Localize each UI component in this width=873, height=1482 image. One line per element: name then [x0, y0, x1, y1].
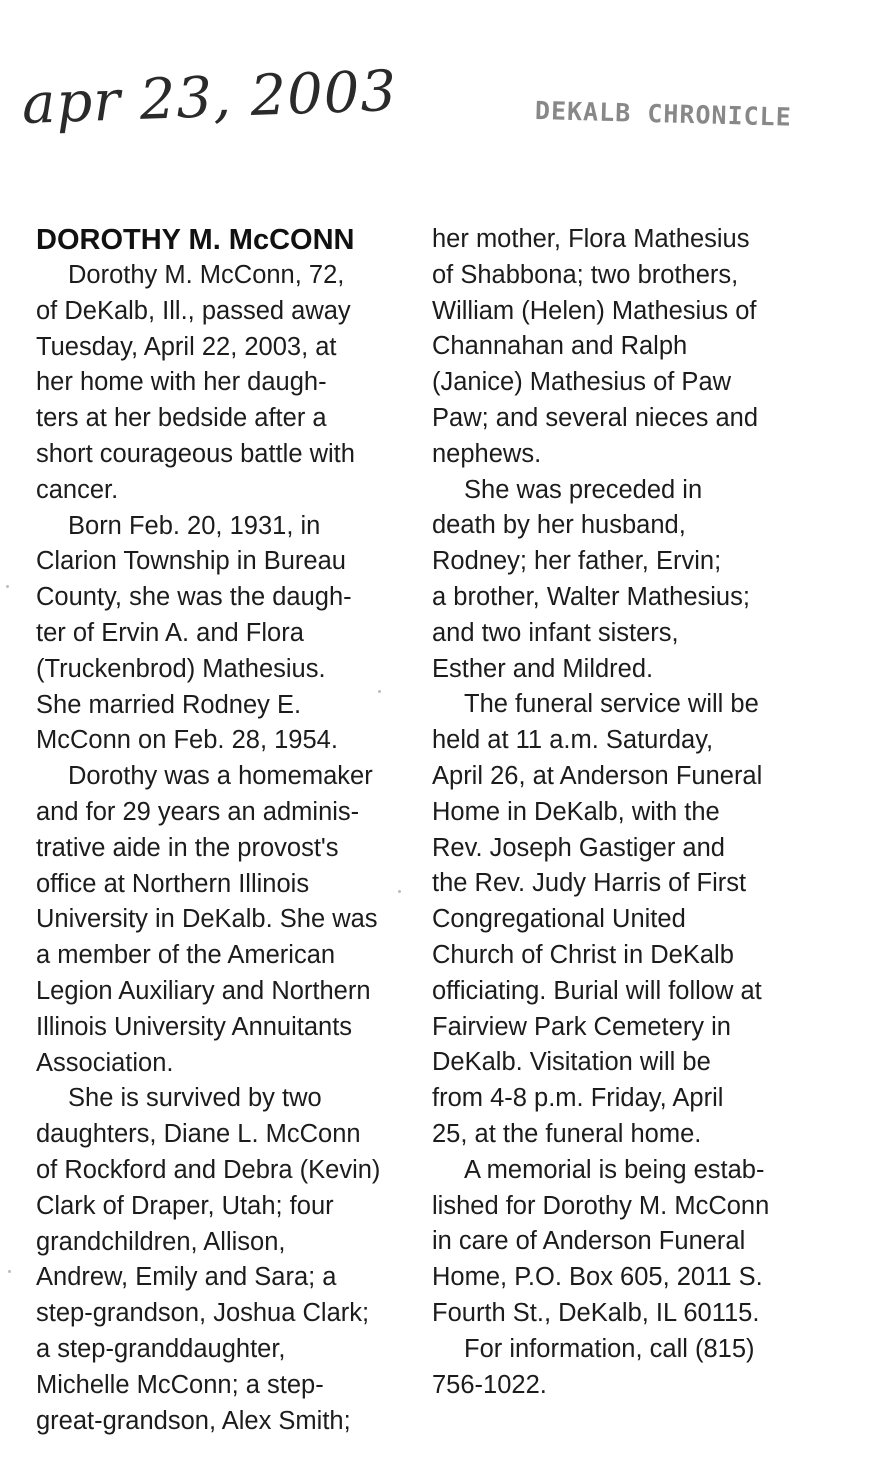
- obituary-text-line: Michelle McConn; a step-: [36, 1370, 324, 1399]
- obituary-text-line: grandchildren, Allison,: [36, 1227, 286, 1256]
- obituary-text-line: Andrew, Emily and Sara; a: [36, 1263, 337, 1292]
- obituary-text-line: For information, call (815): [464, 1334, 755, 1363]
- obituary-text-line: She was preceded in: [464, 475, 703, 504]
- obituary-text-line: Channahan and Ralph: [432, 332, 688, 361]
- obituary-text-line: Paw; and several nieces and: [432, 403, 759, 432]
- obituary-text-line: step-grandson, Joshua Clark;: [36, 1299, 370, 1328]
- obituary-text-line: of Shabbona; two brothers,: [432, 260, 739, 289]
- obituary-text-line: trative aide in the provost's: [36, 833, 339, 862]
- obituary-text-line: Church of Christ in DeKalb: [432, 940, 734, 969]
- obituary-text-line: William (Helen) Mathesius of: [432, 296, 757, 325]
- obituary-text-line: DeKalb. Visitation will be: [432, 1048, 711, 1077]
- obituary-text-line: Illinois University Annuitants: [36, 1012, 353, 1041]
- obituary-text-line: Association.: [36, 1048, 174, 1077]
- obituary-text-line: ters at her bedside after a: [36, 404, 327, 433]
- obituary-text-line: a step-granddaughter,: [36, 1334, 286, 1363]
- obituary-text-line: Esther and Mildred.: [432, 654, 654, 683]
- handwritten-date: apr 23, 2003: [20, 58, 399, 137]
- obituary-text-line: County, she was the daugh-: [36, 583, 352, 612]
- obituary-text-line: the Rev. Judy Harris of First: [432, 869, 747, 898]
- obituary-text-line: Dorothy M. McConn, 72,: [68, 261, 345, 289]
- obituary-text-line: (Truckenbrod) Mathesius.: [36, 654, 326, 683]
- obituary-text-line: her home with her daugh-: [36, 368, 327, 397]
- scan-speck: [6, 585, 9, 588]
- obituary-text-line: Fairview Park Cemetery in: [432, 1012, 731, 1041]
- obituary-text-line: She married Rodney E.: [36, 690, 302, 719]
- obituary-text-line: Home, P.O. Box 605, 2011 S.: [432, 1263, 763, 1292]
- obituary-text-line: officiating. Burial will follow at: [432, 976, 762, 1005]
- obituary-text-line: 25, at the funeral home.: [432, 1119, 702, 1148]
- obituary-text-line: Tuesday, April 22, 2003, at: [36, 332, 337, 361]
- obituary-text-line: of DeKalb, Ill., passed away: [36, 296, 351, 325]
- obituary-text-line: (Janice) Mathesius of Paw: [432, 368, 732, 397]
- obituary-text-line: ter of Ervin A. and Flora: [36, 618, 304, 647]
- obituary-text-line: She is survived by two: [68, 1084, 322, 1113]
- obituary-text-line: Home in DeKalb, with the: [432, 797, 720, 826]
- obituary-text-line: in care of Anderson Funeral: [432, 1227, 746, 1256]
- obituary-text-line: from 4-8 p.m. Friday, April: [432, 1084, 724, 1113]
- obituary-text-line: 756-1022.: [432, 1370, 547, 1399]
- right-column-text: [432, 222, 804, 1403]
- obituary-text-line: a brother, Walter Mathesius;: [432, 582, 750, 611]
- scan-speck: [378, 690, 381, 693]
- obituary-text-line: cancer.: [36, 475, 119, 504]
- obituary-text-line: Clarion Township in Bureau: [36, 547, 346, 576]
- obituary-text-line: nephews.: [432, 439, 542, 468]
- scan-speck: [398, 890, 401, 893]
- obituary-text-line: Fourth St., DeKalb, IL 60115.: [432, 1298, 760, 1327]
- scan-speck: [8, 1270, 11, 1273]
- obituary-text-line: University in DeKalb. She was: [36, 905, 378, 934]
- obituary-text-line: A memorial is being estab-: [464, 1155, 765, 1184]
- obituary-text-line: Born Feb. 20, 1931, in: [68, 511, 321, 540]
- obituary-text-line: and two infant sisters,: [432, 618, 679, 647]
- obituary-text-line: lished for Dorothy M. McConn: [432, 1191, 770, 1220]
- obituary-text-line: short courageous battle with: [36, 439, 355, 468]
- obituary-text-line: Legion Auxiliary and Northern: [36, 976, 371, 1005]
- publication-stamp: DEKALB CHRONICLE: [534, 96, 793, 132]
- obituary-text-line: Dorothy was a homemaker: [68, 762, 373, 791]
- obituary-text-line: Rodney; her father, Ervin;: [432, 547, 722, 576]
- obituary-text-line: her mother, Flora Mathesius: [432, 225, 750, 253]
- left-column-text: [36, 258, 406, 1439]
- obituary-text-line: Congregational United: [432, 905, 686, 934]
- obituary-text-line: Rev. Joseph Gastiger and: [432, 833, 725, 862]
- obituary-text-line: great-grandson, Alex Smith;: [36, 1406, 351, 1435]
- obituary-text-line: a member of the American: [36, 941, 336, 970]
- obituary-headline: DOROTHY M. McCONN: [36, 224, 355, 256]
- obituary-text-line: held at 11 a.m. Saturday,: [432, 726, 714, 755]
- obituary-text-line: April 26, at Anderson Funeral: [432, 761, 763, 790]
- obituary-text-line: The funeral service will be: [464, 690, 759, 719]
- obituary-left-column: [36, 222, 406, 1439]
- obituary-text-line: of Rockford and Debra (Kevin): [36, 1155, 381, 1184]
- obituary-text-line: Clark of Draper, Utah; four: [36, 1191, 334, 1220]
- obituary-right-column: [432, 222, 804, 1403]
- obituary-text-line: McConn on Feb. 28, 1954.: [36, 726, 338, 755]
- obituary-text-line: death by her husband,: [432, 511, 686, 540]
- obituary-text-line: daughters, Diane L. McConn: [36, 1120, 361, 1149]
- obituary-text-line: office at Northern Illinois: [36, 869, 310, 898]
- obituary-text-line: and for 29 years an adminis-: [36, 797, 360, 826]
